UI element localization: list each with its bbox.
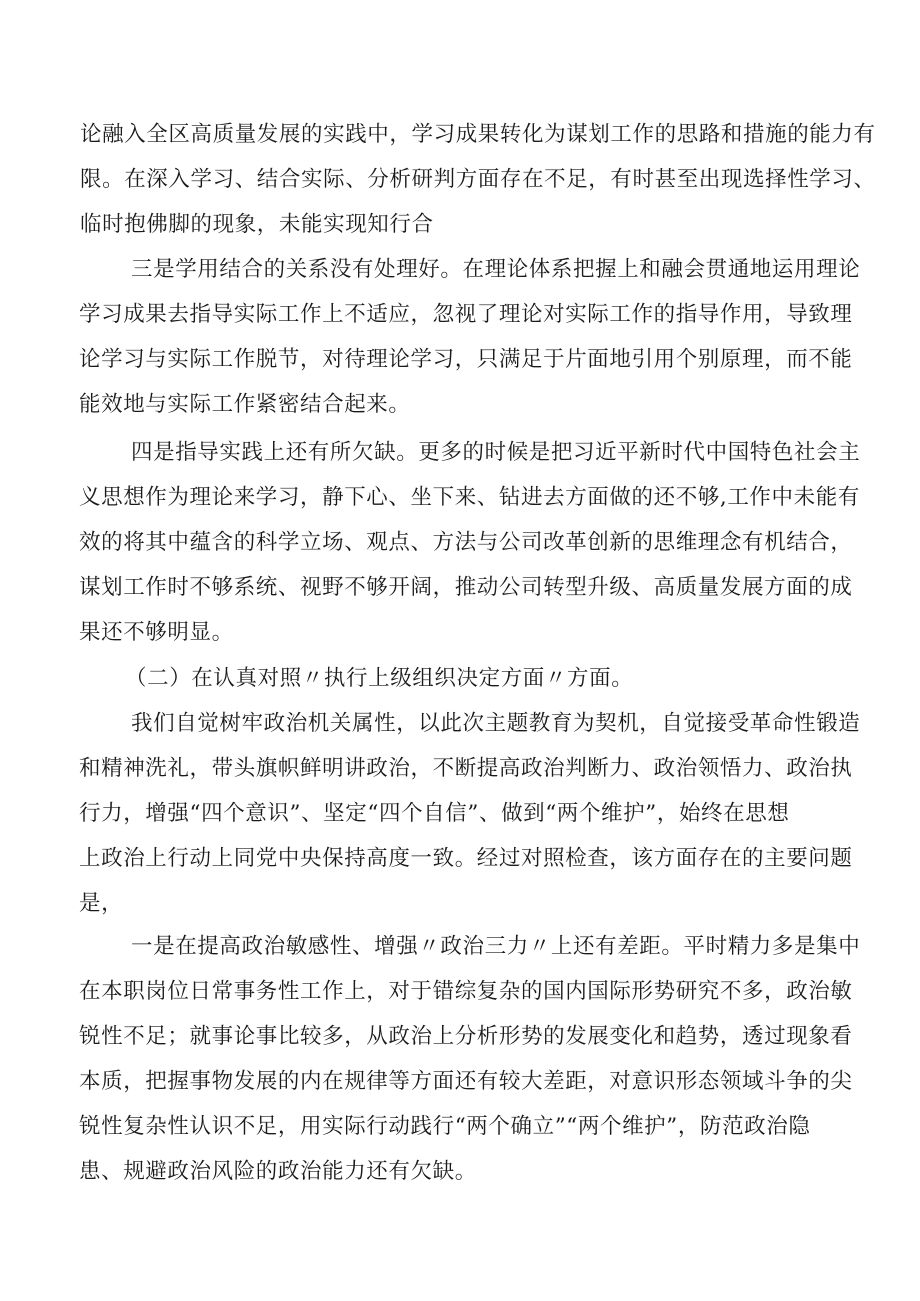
paragraph-4-line-3: 行力，增强“四个意识”、坚定“四个自信”、做到“两个维护”，始终在思想 [79,801,790,826]
paragraph-2-line-4: 能效地与实际工作紧密结合起来。 [79,392,411,417]
paragraph-4-line-5: 是， [79,891,124,916]
paragraph-1-line-3: 临时抱佛脚的现象，未能实现知行合 [80,212,434,237]
paragraph-1-line-1: 论融入全区高质量发展的实践中，学习成果转化为谋划工作的思路和措施的能力有 [80,122,876,147]
paragraph-3-line-3: 效的将其中蕴含的科学立场、观点、方法与公司改革创新的思维理念有机结合， [79,530,853,555]
paragraph-4-line-1: 我们自觉树牢政治机关属性，以此次主题教育为契机，自觉接受革命性锻造 [131,711,861,736]
paragraph-4-line-4: 上政治上行动上同党中央保持高度一致。经过对照检查，该方面存在的主要问题 [79,846,853,871]
paragraph-5-line-1: 一是在提高政治敏感性、增强〃政治三力〃上还有差距。平时精力多是集中 [131,934,861,959]
paragraph-3-line-4: 谋划工作时不够系统、视野不够开阔，推动公司转型升级、高质量发展方面的成 [79,575,853,600]
paragraph-4-line-2: 和精神洗礼，带头旗帜鲜明讲政治，不断提高政治判断力、政治领悟力、政治执 [79,756,853,781]
paragraph-5-line-5: 锐性复杂性认识不足，用实际行动践行“两个确立”“两个维护”，防范政治隐 [79,1114,811,1139]
paragraph-5-line-2: 在本职岗位日常事务性工作上，对于错综复杂的国内国际形势研究不多，政治敏 [79,979,853,1004]
paragraph-3-line-5: 果还不够明显。 [79,620,234,645]
paragraph-2-line-2: 学习成果去指导实际工作上不适应，忽视了理论对实际工作的指导作用，导致理 [79,302,853,327]
section-heading: （二）在认真对照〃执行上级组织决定方面〃方面。 [125,666,634,691]
paragraph-5-line-3: 锐性不足；就事论事比较多，从政治上分析形势的发展变化和趋势，透过现象看 [79,1024,853,1049]
paragraph-1-line-2: 限。在深入学习、结合实际、分析研判方面存在不足，有时甚至出现选择性学习、 [80,167,876,192]
paragraph-5-line-6: 患、规避政治风险的政治能力还有欠缺。 [79,1159,477,1184]
paragraph-3-line-1: 四是指导实践上还有所欠缺。更多的时候是把习近平新时代中国特色社会主 [131,440,861,465]
paragraph-3-line-2: 义思想作为理论来学习，静下心、坐下来、钻进去方面做的还不够,工作中未能有 [79,485,860,510]
paragraph-2-line-1: 三是学用结合的关系没有处理好。在理论体系把握上和融会贯通地运用理论 [131,257,861,282]
paragraph-2-line-3: 论学习与实际工作脱节，对待理论学习，只满足于片面地引用个别原理，而不能 [79,347,853,372]
paragraph-5-line-4: 本质，把握事物发展的内在规律等方面还有较大差距，对意识形态领域斗争的尖 [79,1069,853,1094]
